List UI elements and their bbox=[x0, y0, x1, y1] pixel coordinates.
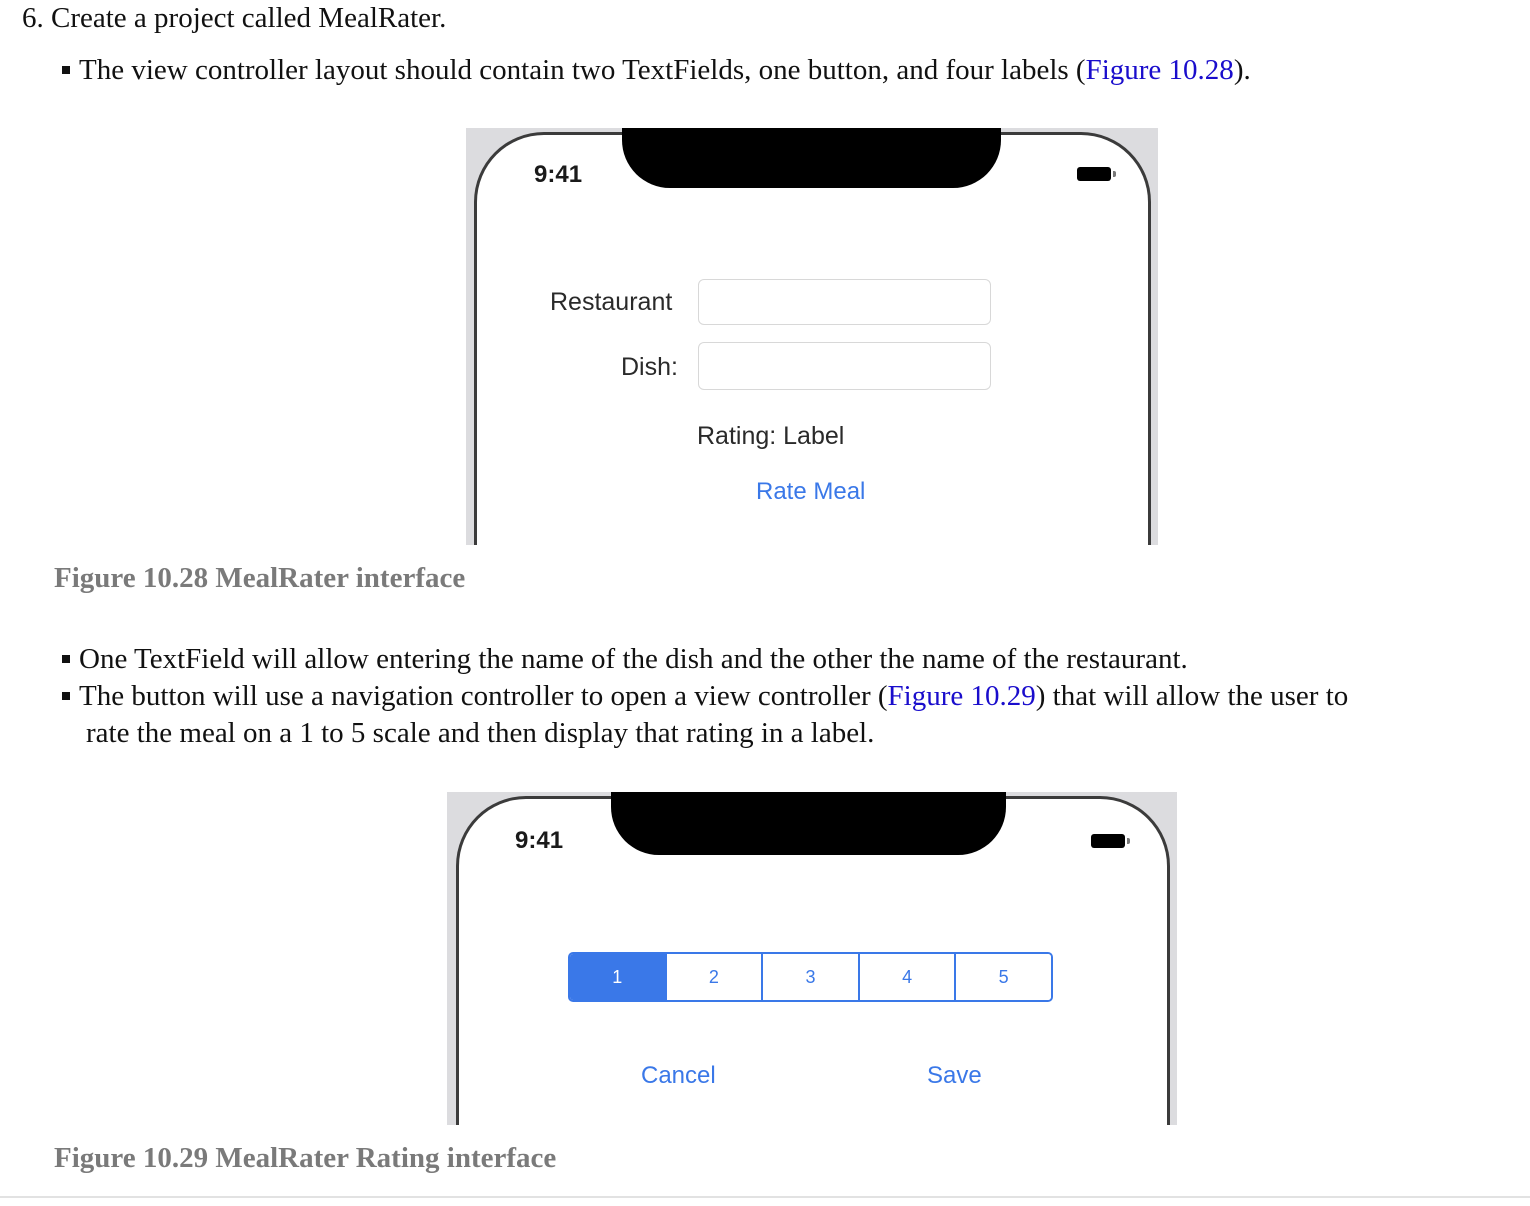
segment-3[interactable]: 3 bbox=[761, 954, 858, 1000]
figure-10-29-link[interactable]: Figure 10.29 bbox=[887, 680, 1036, 712]
bullet-continuation: rate the meal on a 1 to 5 scale and then display that rating in a label. bbox=[86, 717, 875, 749]
square-bullet-icon bbox=[62, 692, 70, 700]
status-time: 9:41 bbox=[534, 161, 583, 188]
phone-notch bbox=[611, 792, 1006, 855]
bullet-text: One TextField will allow entering the name of the dish and the other the name of the restaurant. bbox=[79, 643, 1188, 675]
status-time: 9:41 bbox=[515, 827, 564, 854]
battery-icon bbox=[1077, 167, 1111, 181]
restaurant-label: Restaurant bbox=[550, 288, 673, 316]
cancel-button[interactable]: Cancel bbox=[641, 1062, 716, 1089]
rate-meal-button[interactable]: Rate Meal bbox=[756, 478, 866, 505]
phone-notch bbox=[622, 128, 1001, 188]
segment-4[interactable]: 4 bbox=[858, 954, 955, 1000]
figure-10-28-link[interactable]: Figure 10.28 bbox=[1085, 54, 1234, 86]
bullet-item-button bbox=[62, 678, 1348, 752]
dish-label: Dish: bbox=[621, 353, 678, 381]
figure-10-29-caption: Figure 10.29 MealRater Rating interface bbox=[54, 1142, 557, 1174]
battery-icon bbox=[1091, 834, 1125, 848]
square-bullet-icon bbox=[62, 655, 70, 663]
bullet-text-end: ). bbox=[1233, 54, 1251, 86]
figure-10-29-screenshot bbox=[447, 792, 1177, 1125]
rating-label: Rating: Label bbox=[697, 422, 845, 450]
bullet-item-layout bbox=[62, 52, 1251, 89]
square-bullet-icon bbox=[62, 66, 70, 74]
save-button[interactable]: Save bbox=[927, 1062, 982, 1089]
segment-1[interactable]: 1 bbox=[570, 954, 665, 1000]
figure-10-28-screenshot bbox=[466, 128, 1158, 545]
step-heading: 6. Create a project called MealRater. bbox=[22, 2, 447, 34]
bullet-text: The button will use a navigation controller to open a view controller ( bbox=[79, 680, 888, 712]
bullet-item-textfield bbox=[62, 641, 1188, 678]
figure-10-28-caption: Figure 10.28 MealRater interface bbox=[54, 562, 466, 594]
segment-2[interactable]: 2 bbox=[665, 954, 762, 1000]
rating-segmented-control[interactable] bbox=[568, 952, 1053, 1002]
bullet-text: The view controller layout should contain two TextFields, one button, and four labels ( bbox=[79, 54, 1086, 86]
segment-5[interactable]: 5 bbox=[954, 954, 1051, 1000]
dish-text-field[interactable] bbox=[698, 342, 991, 390]
bottom-divider bbox=[0, 1196, 1530, 1198]
restaurant-text-field[interactable] bbox=[698, 279, 991, 325]
bullet-text-end: ) that will allow the user to bbox=[1035, 680, 1349, 712]
